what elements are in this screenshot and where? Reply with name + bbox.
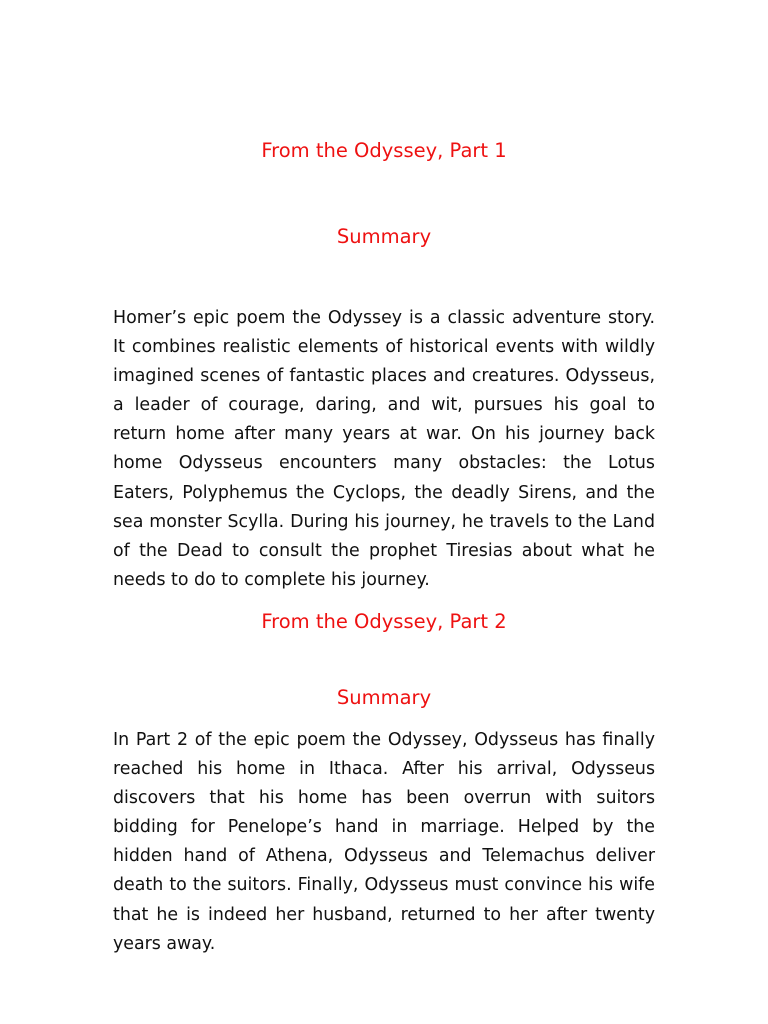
part1-title: From the Odyssey, Part 1 xyxy=(261,139,507,162)
part1-summary-heading: Summary xyxy=(336,225,432,248)
part1-summary-paragraph: Homer’s epic poem the Odyssey is a classic adventure story. It combines realistic elements of historical events with wildly imagined scenes of fantastic places and creatures. Odysseus, a leader of courage, daring, and wit, pursues his goal to return home after many years at war. On his journey back home Odysseus encounters many obstacles: the Lotus Eaters, Polyphemus the Cyclops, the deadly Sirens, and the sea monster Scylla. During his journey, he travels to the Land of the Dead to consult the prophet Tiresias about what he needs to do to complete his journey. xyxy=(113,308,655,590)
part2-title: From the Odyssey, Part 2 xyxy=(261,610,507,633)
part2-summary-paragraph: In Part 2 of the epic poem the Odyssey, Odysseus has finally reached his home in Ithaca. After his arrival, Odysseus discovers that his home has been overrun with suitors bidding for Penelope’s hand in marriage. Helped by the hidden hand of Athena, Odysseus and Telemachus deliver death to the suitors. Finally, Odysseus must convince his wife that he is indeed her husband, returned to her after twenty years away. xyxy=(113,730,655,954)
part2-summary-heading: Summary xyxy=(336,686,432,709)
